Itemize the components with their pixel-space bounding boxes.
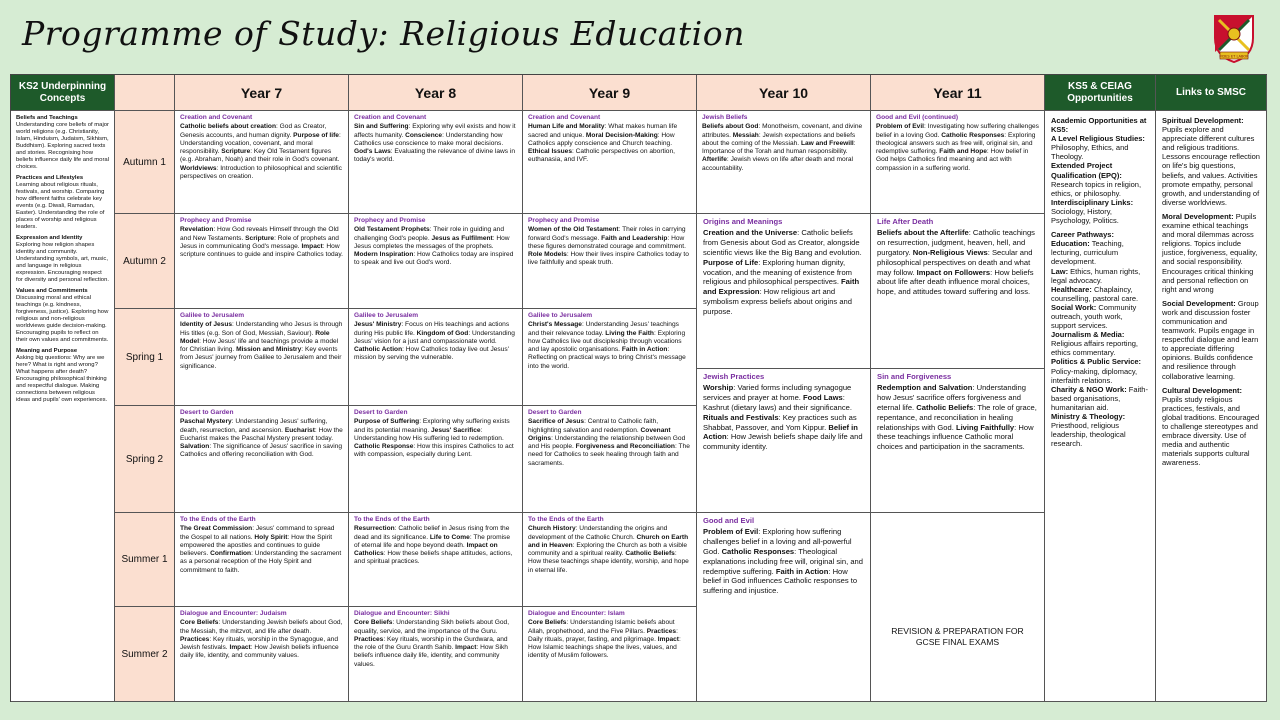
unit-description: : How scripture continues to guide and inspire Catholics today. [180,242,343,259]
ks5-key: Academic Opportunities at KS5: [1051,116,1147,135]
unit-description: : Understanding the origins and development of the Catholic Church. [528,525,668,541]
unit-key-term: Conscience [405,131,443,139]
ks5-text: Chaplaincy, counselling, pastoral care. [1051,284,1139,303]
unit-description: : How these teachings shape identity, worship, and hope in eternal life. [528,550,689,574]
ks5-ceiag-column [1045,111,1156,702]
unit-key-term: Role Model [180,329,330,345]
unit-heading: Jewish Beliefs [702,114,748,121]
ks5-text: Community outreach, youth work, support services. [1051,302,1137,331]
ks2-concept-heading: Meaning and Purpose [16,348,78,354]
unit-key-term: Confirmation [210,550,252,558]
ks5-text: Religious affairs reporting, ethics commentary. [1051,339,1138,358]
unit-description: : How beliefs about life after death influence moral choices, hope, and attitudes toward suffering and loss. [877,267,1034,297]
y10-spring-2-unit [697,369,871,513]
unit-description: : Exploring why evil exists and how it affects humanity. [354,123,516,139]
unit-heading: Dialogue and Encounter: Judaism [180,610,287,617]
unit-description: : Introduction to philosophical and scientific perspectives on creation. [180,164,342,181]
unit-key-term: God's Laws [354,148,391,156]
unit-key-term: Belief in Action [703,422,858,442]
unit-description: : Exploring how suffering challenges belief in a loving and all-powerful God. [703,526,852,556]
y9-autumn-1-unit [523,111,697,214]
unit-key-term: Purpose of Life [703,257,759,267]
unit-heading: Galilee to Jerusalem [528,312,593,319]
unit-description: : Exploring human dignity, vocation, and the meaning of existence from religious and philosophical perspectives. [703,257,853,287]
unit-description: : Importance of the Torah and human responsibility. [702,139,856,156]
unit-description: : How Catholics today are inspired to speak and live out God's word. [354,251,514,267]
ks2-concept [16,288,109,344]
y8-spring-2-unit [349,406,523,513]
ks5-text: Priesthood, religious leadership, theological research. [1051,421,1126,449]
unit-heading: Good and Evil (continued) [876,114,959,121]
unit-key-term: Sin and Suffering [354,123,409,131]
y8-spring-1-unit [349,309,523,406]
unit-description: : How their lives inspire Catholics today to live faithfully and speak truth. [528,251,689,267]
smsc-section [1162,116,1260,207]
ks5-key: Law: [1051,266,1069,276]
y7-summer-1-unit [175,513,349,607]
unit-key-term: Non-Religious Views [912,247,988,257]
unit-description: : Catholic teachings on resurrection, judgment, heaven, hell, and purgatory. [877,227,1035,257]
ks5-group [1051,116,1149,225]
year-10-header: Year 10 [697,75,871,111]
smsc-heading: Cultural Development: [1162,385,1243,395]
ks5-key: Ministry & Theology: [1051,412,1126,421]
unit-description: : How God reveals Himself through the Old and New Testaments. [180,226,339,242]
unit-key-term: Impact [229,644,251,652]
ks2-concepts-column [11,111,115,702]
unit-description: : How this inspires Catholics to act with compassion, especially during Lent. [354,443,514,459]
ks5-key: Healthcare: [1051,284,1092,294]
unit-heading: Origins and Meanings [703,217,783,226]
ks5-text: Ethics, human rights, legal advocacy. [1051,266,1141,285]
ks2-concept-text: Understanding core beliefs of major world religions (e.g. Christianity, Islam, Hinduism, Judaism, Sikhism, Buddhism). Exploring sacred texts and stories. Recognising how beliefs influence daily life and moral choices. [16,122,109,170]
unit-heading: Desert to Garden [354,409,408,416]
y7-spring-1-unit [175,309,349,406]
unit-description: : Catholic perspectives on abortion, euthanasia, and IVF. [528,148,675,164]
unit-description: : How religious art and symbolism express beliefs about origins and purpose. [703,287,852,317]
unit-description: : Exploring why suffering exists and its potential meaning. [354,418,510,434]
ks5-key: Interdisciplinary Links: [1051,197,1134,207]
unit-description: : Daily rituals, prayer, fasting, and pilgrimage. [528,627,678,643]
smsc-text: Pupils explore and appreciate different cultures and religious traditions. Lessons encourage reflection on life's big questions, beliefs, and values. Activities promote empathy, personal growth, and understanding of diverse worldviews. [1162,125,1260,207]
term-spring-2: Spring 2 [115,406,175,513]
unit-description: : Secular and philosophical perspectives on death and what may follow. [877,247,1033,277]
smsc-section [1162,386,1260,468]
ks2-header: KS2 Underpinning Concepts [11,75,115,111]
unit-key-term: Problem of Evil [876,123,924,131]
ks5-line [1051,357,1149,384]
smsc-column [1156,111,1267,702]
unit-key-term: Faith in Action [621,346,668,354]
unit-key-term: Women of the Old Testament [528,226,619,234]
unit-key-term: Worship [703,382,734,392]
school-crest-logo [1211,12,1257,64]
term-autumn-2: Autumn 2 [115,214,175,309]
unit-description: : Evaluating the relevance of divine laws in today's world. [354,148,516,164]
unit-description: : Exploring theological answers such as free will, original sin, and redemptive suffering. [876,131,1036,156]
unit-description: : Understanding Jesus' vision for a just and compassionate world. [354,329,515,345]
unit-key-term: Christ's Message [528,321,582,329]
ks5-text: Policy-making, diplomacy, interfaith relations. [1051,366,1138,385]
unit-key-term: Impact [657,635,680,643]
unit-description: : Understanding vocation, covenant, and moral responsibility. [180,131,341,156]
unit-key-term: Creation and the Universe [703,227,798,237]
unit-key-term: Core Beliefs [354,619,393,627]
y10-autumn-2-spring-1-unit [697,214,871,369]
unit-key-term: Old Testament Prophets [354,226,430,234]
unit-heading: Prophecy and Promise [354,217,426,224]
ks5-key: Social Work: [1051,302,1097,312]
unit-key-term: Eucharist [284,426,315,434]
y10-summer-unit [697,513,871,702]
unit-description: : Varied forms including synagogue services and prayer at home. [703,382,852,402]
unit-heading: Desert to Garden [528,409,582,416]
unit-description: : Understanding Jesus' suffering, death, resurrection, and ascension. [180,418,328,434]
unit-description: : Their roles in carrying forward God's message. [528,226,686,242]
unit-key-term: Faith and Expression [703,277,860,297]
unit-key-term: Holy Spirit [254,533,288,541]
unit-heading: Desert to Garden [180,409,234,416]
smsc-text: Pupils examine ethical teachings and moral dilemmas across religions. Topics include justice, forgiveness, equality, and social responsibility. Encourages critical thinking and personal reflection on right and wrong [1162,211,1258,294]
unit-description: : How the Eucharist makes the Paschal Mystery present today. [180,426,343,442]
ks5-line [1051,330,1149,357]
unit-description: : Understanding Sikh beliefs about God, equality, service, and the importance of the Guru. [354,619,510,635]
unit-key-term: Identity of Jesus [180,321,233,329]
unit-heading: To the Ends of the Earth [354,516,430,523]
ks2-concept-text: Learning about religious rituals, festivals, and worship. Comparing how different faiths celebrate key events (e.g. Diwali, Ramadan, Easter). Understanding the role of places of worship and religious leaders. [16,182,105,230]
unit-key-term: Impact on Followers [916,267,991,277]
unit-key-term: Scripture [245,234,275,242]
unit-description: : Exploring the Church as both a visible community and a spiritual reality. [528,541,688,558]
year-9-header: Year 9 [523,75,697,111]
unit-key-term: Impact on Catholics [354,541,498,558]
unit-heading: To the Ends of the Earth [528,516,604,523]
unit-key-term: Catholic Action [354,346,403,354]
unit-description: : Understanding how Catholics use conscience to make moral decisions. [354,131,504,147]
unit-key-term: Jesus as Fulfilment [431,234,493,242]
term-autumn-1: Autumn 1 [115,111,175,214]
y9-summer-1-unit [523,513,697,607]
unit-key-term: Impact [455,644,477,652]
ks5-key: Education: [1051,239,1090,249]
term-spring-1: Spring 1 [115,309,175,406]
unit-key-term: Jesus' Ministry [354,321,402,329]
ks2-concept [16,115,109,171]
unit-heading: Sin and Forgiveness [877,372,952,381]
unit-description: : How Jewish beliefs influence daily life, identity, and community values. [180,644,339,660]
ks5-key: Politics & Public Service: [1051,357,1142,367]
unit-description: : Jewish expectations and beliefs about the coming of the Messiah. [702,131,856,147]
y8-summer-2-unit [349,607,523,702]
unit-heading: Life After Death [877,217,934,226]
ks2-concept [16,348,109,404]
unit-description: : Understanding Islamic beliefs about Allah, prophethood, and the Five Pillars. [528,619,675,635]
unit-key-term: Law and Freewill [800,139,854,147]
page-title: Programme of Study: Religious Education [22,14,745,53]
ks2-concept-heading: Practices and Lifestyles [16,175,84,181]
y11-spring-2-unit [871,369,1045,513]
y11-revision-cell: REVISION & PREPARATION FOR GCSE FINAL EXAMS [871,513,1045,702]
unit-description: : Understanding who Jesus is through His titles (e.g. Son of God, Messiah, Saviour). [180,321,343,337]
ks2-concept-heading: Beliefs and Teachings [16,115,78,121]
unit-description: : The promise of eternal life and hope beyond death. [354,533,511,549]
smsc-text: Group work and discussion foster communication and teamwork. Pupils engage in respectful dialogue and learn to appreciate differing opinions. Builds confidence and resilience through collaborative learning. [1162,298,1259,381]
y9-autumn-2-unit [523,214,697,309]
unit-key-term: Beliefs about God [702,123,759,131]
ks5-group [1051,230,1149,448]
y7-summer-2-unit [175,607,349,702]
ks2-concept [16,175,109,231]
ks5-line [1051,239,1149,266]
unit-description: : How belief in God influences Catholic responses to suffering and injustice. [703,566,858,596]
smsc-heading: Spiritual Development: [1162,116,1244,125]
ks2-concept-text: Asking big questions: Why are we here? What is right and wrong? What happens after death? Encouraging philosophical thinking and respectful dialogue. Making connections between religious ideas and pupils' own experiences. [16,355,108,403]
unit-description: : Kashrut (dietary laws) and their significance. [703,392,852,412]
unit-description: : How Catholics today live out Jesus' mission by serving the vulnerable. [354,346,509,362]
unit-key-term: Modern Inspiration [354,251,414,259]
unit-description: : Central to Catholic faith, highlighting salvation and redemption. [528,418,659,434]
ks2-concept [16,235,109,284]
ks5-key: Career Pathways: [1051,230,1114,240]
unit-key-term: Core Beliefs [180,619,219,627]
ks5-line [1051,161,1149,197]
smsc-header: Links to SMSC [1156,75,1267,111]
ks5-line [1051,134,1149,161]
ks5-text: Research topics in religion, ethics, or philosophy. [1051,179,1142,198]
unit-key-term: Catholic Responses [941,131,1005,139]
curriculum-table [10,74,1267,702]
y7-spring-2-unit [175,406,349,513]
unit-description: : How these teachings influence Catholic moral choices and participation in the sacraments. [877,422,1034,452]
unit-key-term: Redemption and Salvation [877,382,973,392]
smsc-section [1162,212,1260,294]
ks5-line [1051,303,1149,330]
svg-text:FIDES ET LABOR: FIDES ET LABOR [1219,54,1249,59]
term-header-blank [115,75,175,111]
unit-description: : Catholic belief in Jesus rising from the dead and its significance. [354,525,510,541]
ks2-concept-text: Discussing moral and ethical teachings (e.g. kindness, forgiveness, justice). Exploring how religious and non-religious worldviews guide decision-making. Encouraging pupils to reflect on their own values and commitments. [16,295,109,343]
y11-autumn-2-spring-1-unit [871,214,1045,369]
unit-description: : Monotheism, covenant, and divine attributes. [702,123,863,139]
unit-description: : Understanding Jesus' teachings and their relevance today. [528,321,679,337]
ks2-concept-heading: Expression and Identity [16,235,83,241]
unit-key-term: Church History [528,525,576,533]
unit-heading: Galilee to Jerusalem [354,312,419,319]
unit-key-term: Catholic Responses [721,546,795,556]
y11-autumn-1-unit [871,111,1045,214]
term-summer-1: Summer 1 [115,513,175,607]
unit-key-term: Faith in Action [775,566,829,576]
y9-summer-2-unit [523,607,697,702]
unit-key-term: Worldviews [180,164,217,172]
smsc-text: Pupils study religious practices, festivals, and global traditions. Encouraged to challenge stereotypes and embrace diversity. Use of media and authentic materials supports cultural awareness. [1162,394,1260,468]
unit-key-term: Catholic Beliefs [625,550,675,558]
unit-heading: To the Ends of the Earth [180,516,256,523]
ks5-header: KS5 & CEIAG Opportunities [1045,75,1156,111]
unit-description: : Understanding how Jesus' sacrifice offers forgiveness and eternal life. [877,382,1026,412]
y8-autumn-1-unit [349,111,523,214]
unit-description: : The need for Catholics to seek healing through faith and sacraments. [528,443,690,467]
unit-description: : How these figures demonstrated courage and commitment. [528,234,686,250]
unit-key-term: Catholic Response [354,443,414,451]
unit-key-term: Catholic Beliefs [916,402,974,412]
y8-autumn-2-unit [349,214,523,309]
unit-description: : Role of prophets and Jesus in communicating God's message. [180,234,339,250]
y10-autumn-1-unit [697,111,871,214]
unit-key-term: Purpose of Suffering [354,418,420,426]
unit-key-term: Living the Faith [605,329,654,337]
unit-description: : Understanding the sacrament as a personal reception of the Holy Spirit and commitment to faith. [180,550,342,574]
unit-key-term: The Great Commission [180,525,253,533]
unit-description: : Key rituals, worship in the Synagogue, and Jewish festivals. [180,635,338,652]
ks5-line [1051,285,1149,303]
unit-heading: Creation and Covenant [528,114,601,121]
unit-key-term: Impact [301,242,323,250]
year-8-header: Year 8 [349,75,523,111]
ks5-line [1051,267,1149,285]
ks2-concept-text: Exploring how religion shapes identity and community. Understanding symbols, art, music, and language in religious expression. Encouraging respect for diversity and personal reflection. [16,242,109,283]
unit-description: : The significance of Jesus' sacrifice in saving Catholics and offering reconciliation with God. [180,443,343,459]
unit-key-term: Moral Decision-Making [585,131,658,139]
unit-description: : How the Spirit empowered the apostles and continues to guide believers. [180,533,333,558]
y9-spring-2-unit [523,406,697,513]
unit-description: : What makes human life sacred and unique. [528,123,678,139]
unit-description: : How these beliefs shape attitudes, actions, and spiritual practices. [354,550,513,566]
unit-key-term: Kingdom of God [416,329,469,337]
unit-key-term: Sacrifice of Jesus [528,418,585,426]
unit-description: : Understanding how His suffering led to redemption. [354,426,504,442]
year-11-header: Year 11 [871,75,1045,111]
unit-key-term: Faith and Hope [939,148,987,156]
ks5-text: Teaching, lecturing, curriculum development. [1051,239,1124,267]
unit-key-term: Practices [646,627,677,635]
unit-heading: Prophecy and Promise [528,217,600,224]
smsc-heading: Social Development: [1162,298,1236,308]
unit-description: : Key Old Testament figures (e.g. Abraham, Noah) and their role in God's covenant. [180,148,340,164]
unit-description: : How Jesus' life and teachings provide a model for Christian living. [180,337,339,354]
unit-description: : Reflecting on practical ways to bring Christ's message into the world. [528,346,686,370]
unit-key-term: Mission and Ministry [236,346,302,354]
unit-description: : Key events from Jesus' journey from Galilee to Jerusalem and their significance. [180,346,342,370]
smsc-section [1162,299,1260,381]
unit-key-term: Ethical Issues [528,148,572,156]
unit-description: : Jewish views on life after death and moral accountability. [702,156,853,172]
year-7-header: Year 7 [175,75,349,111]
unit-key-term: Covenant Origins [528,426,671,442]
unit-key-term: Living Faithfully [955,422,1015,432]
ks5-text: Faith-based organisations, humanitarian aid. [1051,384,1148,412]
unit-description: : Key practices such as Shabbat, Passover, and Yom Kippur. [703,412,857,432]
y7-autumn-2-unit [175,214,349,309]
y8-summer-1-unit [349,513,523,607]
unit-key-term: Afterlife [702,156,727,164]
unit-key-term: Revelation [180,226,214,234]
unit-description: : Understanding Jewish beliefs about God, the Messiah, the mitzvot, and life after death. [180,619,343,635]
unit-description: : Theological explanations including free will, original sin, and redemptive suffering. [703,546,863,576]
unit-heading: Creation and Covenant [180,114,253,121]
unit-key-term: Practices [180,635,210,643]
smsc-heading: Moral Development: [1162,211,1234,221]
unit-key-term: Faith and Leadership [601,234,668,242]
unit-description: : Jesus' command to spread the Gospel to all nations. [180,525,335,541]
unit-heading: Galilee to Jerusalem [180,312,245,319]
unit-key-term: Scripture [221,148,251,156]
ks5-text: Philosophy, Ethics, and Theology. [1051,143,1129,162]
unit-key-term: Catholic beliefs about creation [180,123,276,131]
ks5-line [1051,412,1149,448]
term-summer-2: Summer 2 [115,607,175,702]
unit-description: : Their role in guiding and challenging God's people. [354,226,505,242]
unit-key-term: Salvation [180,443,210,451]
y7-autumn-1-unit [175,111,349,214]
unit-heading: Dialogue and Encounter: Islam [528,610,625,617]
unit-key-term: Messiah [732,131,759,139]
unit-key-term: Church on Earth and in Heaven [528,533,689,549]
ks5-line [1051,116,1149,134]
unit-description: : Exploring how Catholics live out discipleship through vocations and lay apostolic organisations. [528,329,686,354]
unit-key-term: Paschal Mystery [180,418,232,426]
unit-heading: Jewish Practices [703,372,765,381]
unit-heading: Dialogue and Encounter: Sikhi [354,610,450,617]
unit-description: : How Catholics apply conscience and Church teaching. [528,131,675,147]
unit-description: : How Jewish beliefs shape daily life and community identity. [703,432,863,452]
unit-key-term: Human Life and Morality [528,123,605,131]
ks5-line [1051,198,1149,225]
unit-key-term: Rituals and Festivals [703,412,779,422]
unit-description: : Investigating how suffering challenges belief in a loving God. [876,123,1039,139]
ks5-key: Journalism & Media: [1051,330,1125,340]
ks5-key: Extended Project Qualification (EPQ): [1051,161,1122,180]
unit-key-term: Forgiveness and Reconciliation [575,443,675,451]
unit-key-term: Purpose of life [293,131,339,139]
ks5-line [1051,230,1149,239]
unit-description: : How belief in God helps Catholics find meaning and act with compassion in a suffering world. [876,148,1029,172]
unit-heading: Good and Evil [703,516,755,525]
unit-key-term: Resurrection [354,525,395,533]
unit-key-term: Food Laws [803,392,843,402]
unit-key-term: Practices [354,635,384,643]
ks2-concept-heading: Values and Commitments [16,288,88,294]
unit-key-term: Beliefs about the Afterlife [877,227,969,237]
ks5-key: A Level Religious Studies: [1051,134,1145,144]
unit-heading: Creation and Covenant [354,114,427,121]
y9-spring-1-unit [523,309,697,406]
ks5-line [1051,385,1149,412]
unit-key-term: Role Models [528,251,567,259]
unit-description: : Understanding the relationship between God and His people. [528,434,686,451]
unit-description: : How Islamic teachings shape the lives, values, and identity of Muslim followers. [528,635,681,660]
unit-description: : Key rituals, worship in the Gurdwara, and the role of the Guru Granth Sahib. [354,635,508,652]
unit-key-term: Jesus' Sacrifice [430,426,481,434]
ks5-text: Sociology, History, Psychology, Politics. [1051,206,1119,226]
unit-heading: Prophecy and Promise [180,217,252,224]
ks5-key: Charity & NGO Work: [1051,384,1127,394]
unit-description: : Focus on His teachings and actions during His public life. [354,321,510,337]
unit-description: : The role of grace, repentance, and reconciliation in healing relationships with God. [877,402,1037,432]
unit-key-term: Core Beliefs [528,619,567,627]
unit-description: : How Sikh beliefs influence daily life, identity, and community values. [354,644,508,668]
unit-description: : Catholic beliefs from Genesis about God as Creator, alongside scientific views like the Big Bang and evolution. [703,227,862,257]
unit-key-term: Problem of Evil [703,526,759,536]
unit-key-term: Life to Come [429,533,470,541]
unit-description: : How Jesus completes the messages of the prophets. [354,234,510,250]
unit-description: : God as Creator, Genesis accounts, and human dignity. [180,123,327,139]
